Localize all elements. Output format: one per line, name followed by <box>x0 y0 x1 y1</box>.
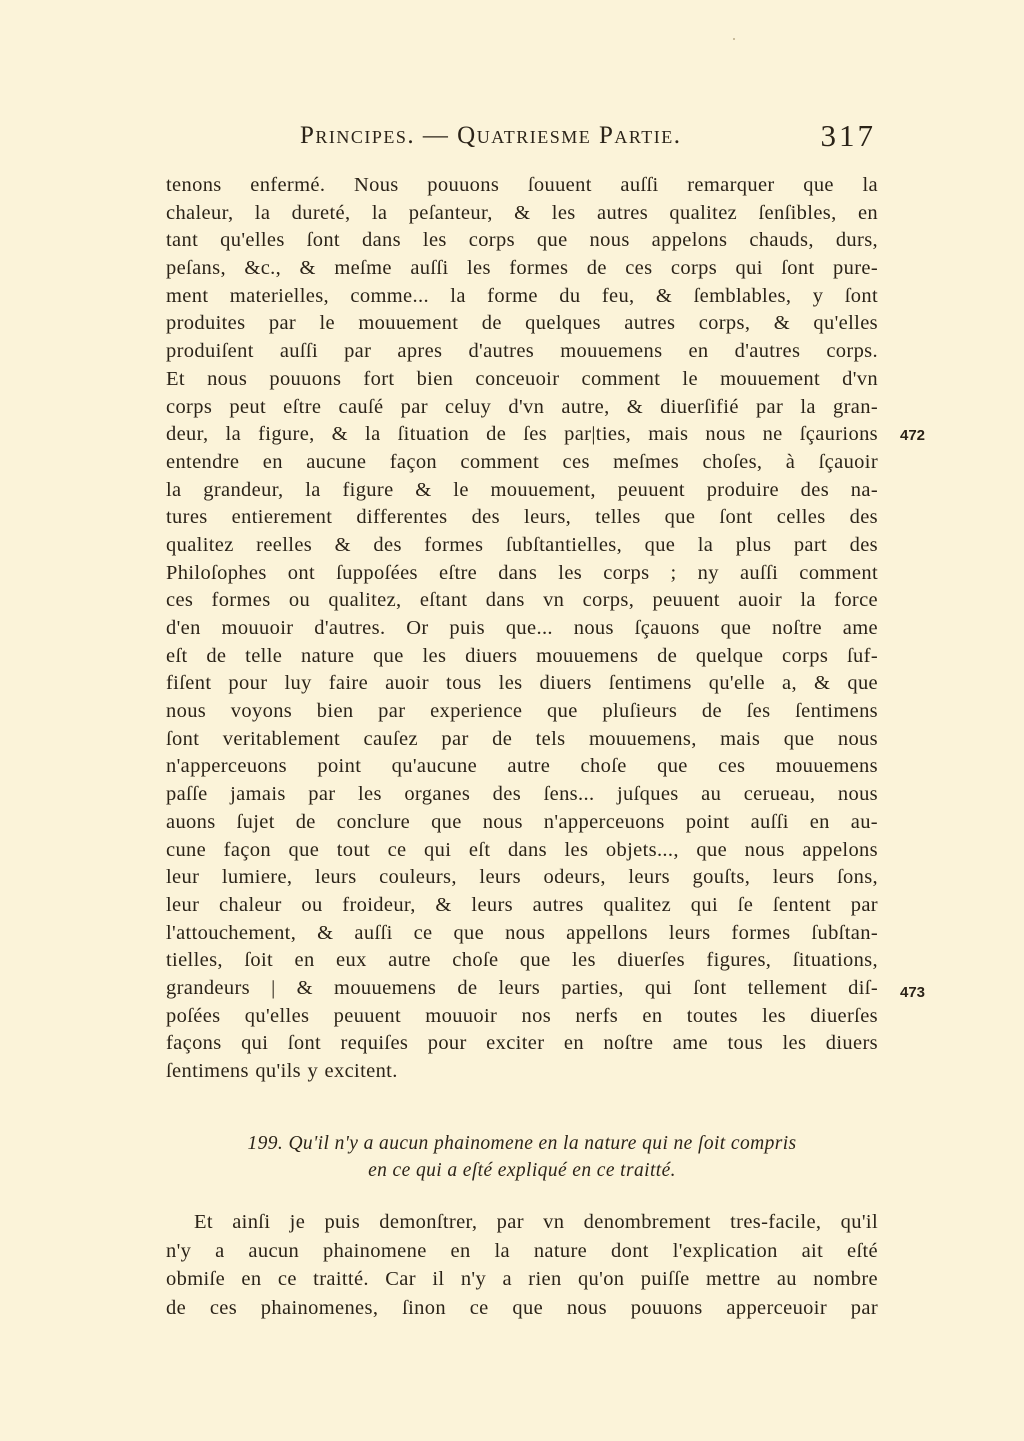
main-paragraph <box>166 172 878 1086</box>
text-line: façons qui ſont requiſes pour exciter en noſtre ame tous les diuers <box>166 1032 878 1055</box>
text-line: entendre en aucune façon comment ces meſmes choſes, à ſçauoir <box>166 450 878 473</box>
text-line: paſſe jamais par les organes des ſens... juſques au cerueau, nous <box>166 783 878 806</box>
text-line: ſont veritablement cauſez par de tels mouuemens, mais que nous <box>166 727 878 750</box>
page-number: 317 <box>820 118 876 153</box>
text-line: obmiſe en ce traitté. Car il n'y a rien qu'on puiſſe mettre au nombre <box>166 1268 878 1290</box>
margin-number-472: 472 <box>900 427 926 444</box>
text-line: leur lumiere, leurs couleurs, leurs odeurs, leurs gouſts, leurs ſons, <box>166 866 878 889</box>
text-line: Philoſophes ont ſuppoſées eſtre dans les corps ; ny auſſi comment <box>166 561 878 584</box>
text-line: chaleur, la dureté, la peſanteur, & les autres qualitez ſenſibles, en <box>166 201 878 224</box>
text-line: n'y a aucun phainomene en la nature dont l'explication ait eſté <box>166 1239 878 1262</box>
text-line: peſans, &c., & meſme auſſi les formes de ces corps qui ſont pure- <box>166 257 878 280</box>
text-line: fiſent pour luy faire auoir tous les diuers ſentimens qu'elle a, & que <box>166 672 878 695</box>
text-line: qualitez reelles & des formes ſubſtantielles, que la plus part des <box>166 533 878 556</box>
section-heading-line-2: en ce qui a eſté expliqué en ce traitté. <box>368 1160 676 1181</box>
text-line: eſt de telle nature que les diuers mouuemens de quelque corps ſuf- <box>166 644 878 667</box>
text-line: tielles, ſoit en eux autre choſe que les diuerſes figures, ſituations, <box>166 949 878 972</box>
text-line: ces formes ou qualitez, eſtant dans vn corps, peuuent auoir la force <box>166 589 878 612</box>
text-line: tures entierement differentes des leurs, telles que ſont celles des <box>166 506 878 529</box>
text-line: tant qu'elles ſont dans les corps que nous appelons chauds, durs, <box>166 229 878 252</box>
text-line: produites par le mouuement de quelques autres corps, & qu'elles <box>166 312 878 335</box>
text-line: poſées qu'elles peuuent mouuoir nos nerfs en toutes les diuerſes <box>166 1004 878 1027</box>
text-line: auons ſujet de conclure que nous n'apperceuons point auſſi en au- <box>166 810 878 833</box>
header-title: Principes. — Quatrieſme Partie. <box>300 122 682 149</box>
text-line: la grandeur, la figure & le mouuement, peuuent produire des na- <box>166 478 878 501</box>
paper-speck <box>733 38 735 40</box>
text-line: ſentimens qu'ils y excitent. <box>166 1060 398 1082</box>
running-header <box>300 118 878 158</box>
text-line: cune façon que tout ce qui eſt dans les objets..., que nous appelons <box>166 838 878 861</box>
text-line: corps peut eſtre cauſé par celuy d'vn autre, & diuerſifié par la gran- <box>166 395 878 418</box>
section-heading-line-1: 199. Qu'il n'y a aucun phainomene en la nature qui ne ſoit compris <box>247 1133 797 1154</box>
second-paragraph <box>166 1208 878 1322</box>
text-line: leur chaleur ou froideur, & leurs autres qualitez qui ſe ſentent par <box>166 893 878 916</box>
text-line: deur, la figure, & la ſituation de ſes par|ties, mais nous ne ſçaurions <box>166 423 878 446</box>
section-heading <box>166 1130 878 1184</box>
text-line: Et nous pouuons fort bien conceuoir comment le mouuement d'vn <box>166 367 878 390</box>
text-line: grandeurs | & mouuemens de leurs parties, qui ſont tellement diſ- <box>166 976 878 999</box>
text-line: de ces phainomenes, ſinon ce que nous pouuons apperceuoir par <box>166 1296 878 1319</box>
text-line: d'en mouuoir d'autres. Or puis que... nous ſçauons que noſtre ame <box>166 617 878 639</box>
text-line: l'attouchement, & auſſi ce que nous appellons leurs formes ſubſtan- <box>166 921 878 944</box>
text-line: n'apperceuons point qu'aucune autre choſe que ces mouuemens <box>166 755 878 778</box>
margin-number-473: 473 <box>900 984 926 1001</box>
text-line: tenons enfermé. Nous pouuons ſouuent auſſi remarquer que la <box>166 174 878 196</box>
text-line: Et ainſi je puis demonſtrer, par vn denombrement tres-facile, qu'il <box>194 1211 878 1233</box>
text-line: ment materielles, comme... la forme du feu, & ſemblables, y ſont <box>166 284 878 307</box>
text-line: produiſent auſſi par apres d'autres mouuemens en d'autres corps. <box>166 340 878 363</box>
text-line: nous voyons bien par experience que pluſieurs de ſes ſentimens <box>166 700 878 723</box>
